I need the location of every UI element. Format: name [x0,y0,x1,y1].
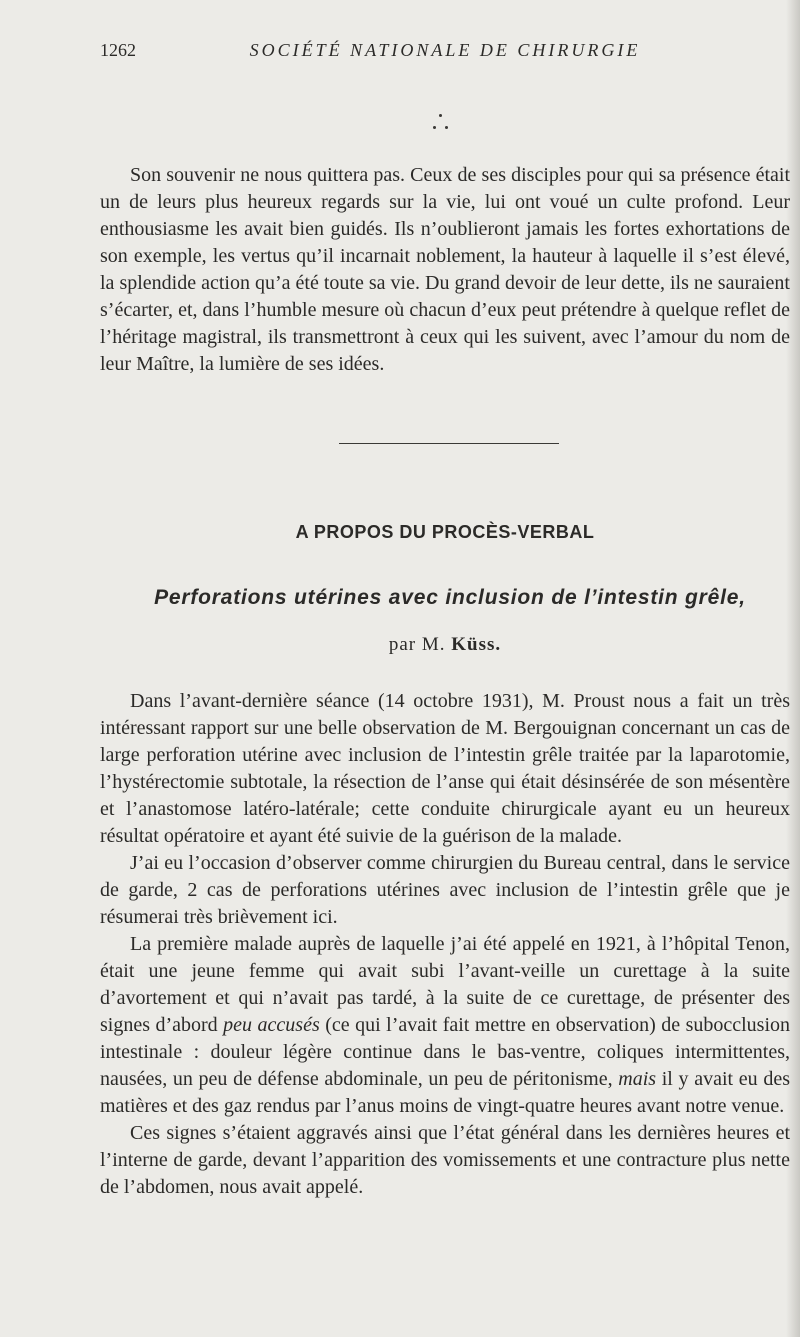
body-paragraph-1: Dans l’avant-dernière séance (14 octobre 1931), M. Proust nous a fait un très intéressant rapport sur une belle observation de M. Bergouignan concernant un cas de large perforation utérine avec inclusion de l’intestin grêle traitée par la laparotomie, l’hystérectomie subtotale, la résection de l’anse qui était désinsérée de son mésentère et l’anastomose latéro-latérale; cette conduite chirurgicale ayant eu un heureux résultat opératoire et ayant été suivie de la guérison de la malade. [100,690,790,847]
asterism-dot [439,114,442,117]
asterism-dot [433,126,436,129]
p3-emphasis-2: mais [618,1068,657,1090]
p3-text-c: il y avait eu des matières et des gaz rendus par l’anus moins de vingt-quatre heures avant notre venue. [100,1068,790,1117]
page-header [100,40,790,66]
body-paragraph-4: Ces signes s’étaient aggravés ainsi que l’état général dans les dernières heures et l’interne de garde, devant l’apparition des vomissements et une contracture plus nette de l’abdomen, nous avait appelé. [100,1122,790,1198]
asterism-dot [445,126,448,129]
p3-text-b: (ce qui l’avait fait mettre en observation) de subocclusion intestinale : douleur légère continue dans le bas-ventre, coliques intermittentes, nausées, un peu de défense abdominale, un peu de péritonisme, [100,1014,791,1090]
article-body [100,688,790,1201]
running-head: SOCIÉTÉ NATIONALE DE CHIRURGIE [249,40,641,60]
byline [100,634,790,656]
p3-text-a: La première malade auprès de laquelle j’ai été appelé en 1921, à l’hôpital Tenon, était une jeune femme qui avait subi l’avant-veille un curettage à la suite d’avortement et qui n’avait pas tardé, à la suite de ce curettage, de présenter des signes d’abord [100,933,790,1036]
article-title: Perforations utérines avec inclusion de l’intestin grêle, [154,586,746,609]
asterism-ornament [420,112,460,136]
section-title: A PROPOS DU PROCÈS-VERBAL [295,522,595,542]
byline-author: Küss. [451,634,502,655]
section-divider [339,443,559,444]
byline-prefix: par M. [388,634,446,655]
p3-emphasis-1: peu accusés [223,1014,320,1036]
body-paragraph-2: J’ai eu l’occasion d’observer comme chirurgien du Bureau central, dans le service de garde, 2 cas de perforations utérines avec inclusion de l’intestin grêle que je résumerai très brièvement ici. [100,852,790,928]
body-paragraph-3 [100,931,790,1120]
closing-paragraph: Son souvenir ne nous quittera pas. Ceux de ses disciples pour qui sa présence était un de leurs plus heureux regards sur la vie, lui ont voué un culte profond. Leur enthousiasme les avait bien guidés. Ils n’oublieront jamais les fortes exhortations de son exemple, les vertus qu’il incarnait noblement, la hauteur à laquelle il s’est élevé, la splendide action qu’a été toute sa vie. Du grand devoir de leur dette, ils ne sauraient s’écarter, et, dans l’humble mesure où chacun d’eux peut prétendre à quelque reflet de l’héritage magistral, ils transmettront à ceux qui les suivent, avec l’amour du nom de leur Maître, la lumière de ses idées. [100,164,790,375]
page-number: 1262 [100,40,136,60]
closing-paragraph-block [100,162,790,378]
